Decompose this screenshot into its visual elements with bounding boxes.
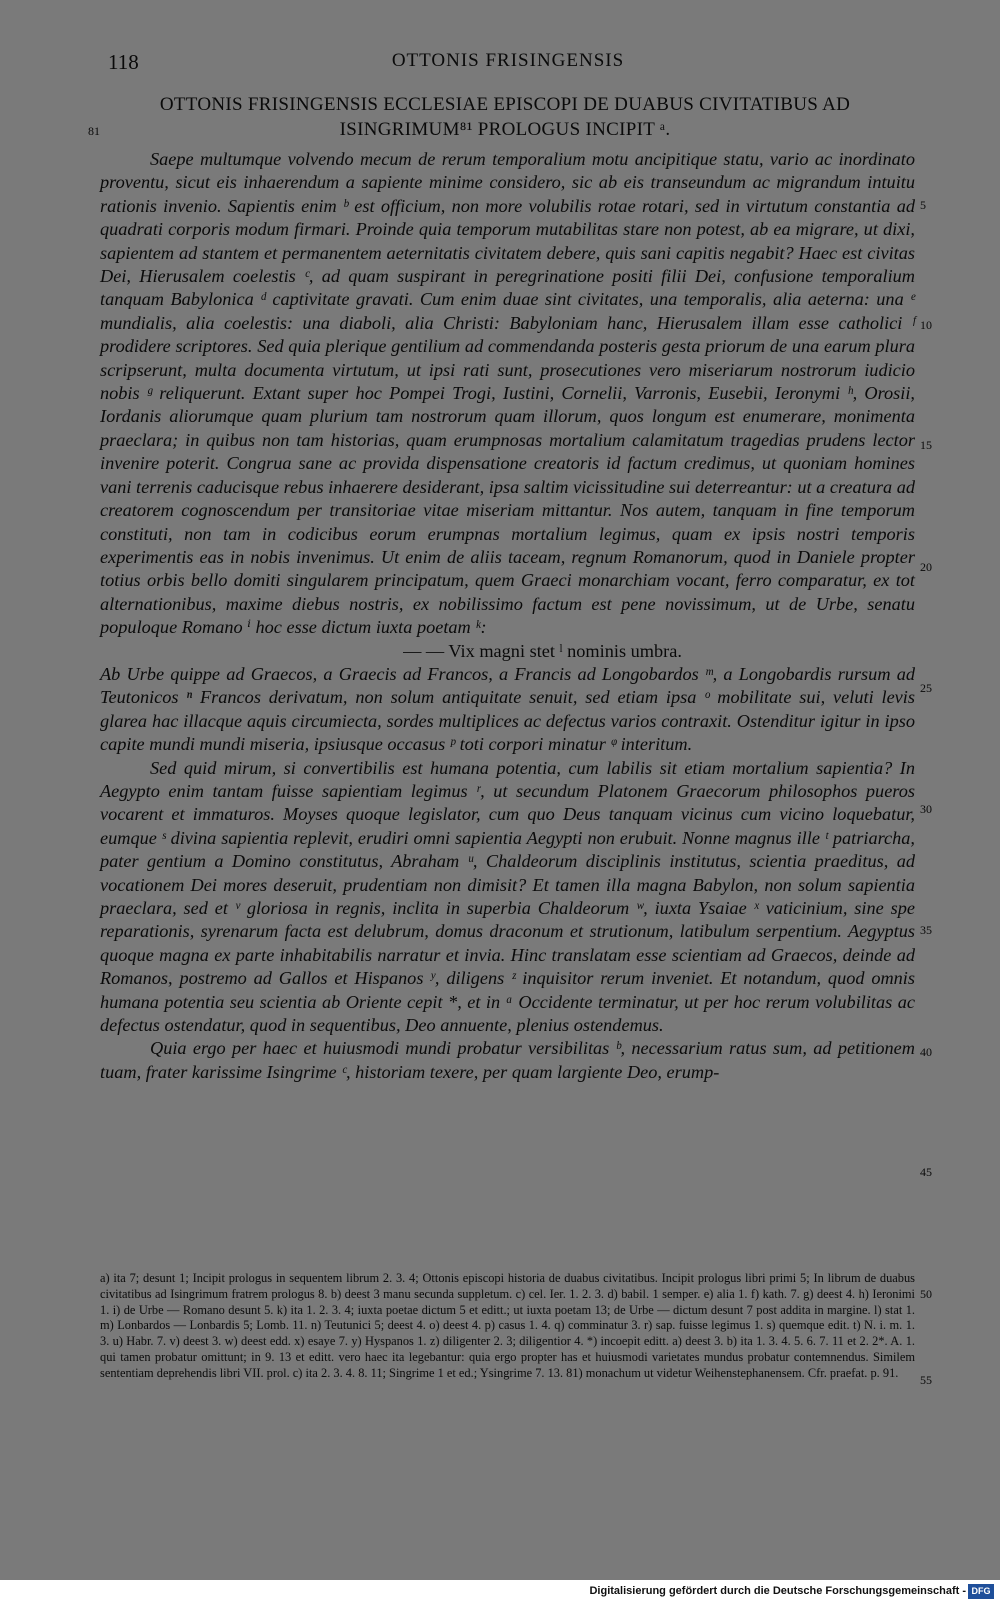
line-number-margin — [920, 0, 960, 1400]
prologue-text — [100, 148, 915, 1084]
line-number: 15 — [920, 438, 932, 452]
section-title — [100, 92, 910, 142]
running-head: OTTONIS FRISINGENSIS — [391, 50, 625, 71]
line-number: 10 — [920, 318, 932, 332]
line-number: 5 — [920, 198, 926, 212]
paragraph: Ab Urbe quippe ad Graecos, a Graecis ad Francos, a Francis ad Longobardos ᵐ, a Longobardis rursum ad Teutonicos ⁿ Francos derivatum, non solum antiquitate senuit, sed etiam ipsa ᵒ mobilitate sui, veluti levis glarea hac illacque aquis circumiecta, sordes multiplices ac defectus varios contraxit. Ostenditur igitur in ipso capite mundi mundi miseria, ipsiusque occasus ᵖ toti corpori minatur ᵠ interitum. — [100, 663, 915, 755]
verse-quote: — — Vix magni stet ˡ nominis umbra. — [403, 640, 682, 661]
digitization-footer — [0, 1580, 1000, 1604]
line-number: 25 — [920, 681, 932, 695]
line-number: 40 — [920, 1045, 932, 1059]
critical-apparatus: a) ita 7; desunt 1; Incipit prologus in sequentem librum 2. 3. 4; Ottonis episcopi historia de duabus civitatibus. Incipit prologus libri primi 5; In librum de duabus civitatibus ad Isingrimum fratrem prologus 8. b) deest 3 manu secunda suppletum. c) cel. Ier. 1. 2. 3. d) babil. 1 semper. e) alia 1. f) kath. 7. g) deest 4. h) Ieronimi 1. i) de Urbe — Romano desunt 5. k) ita 1. 2. 3. 4; iuxta poetae dictum 5 et editt.; ut iuxta poetam 13; de Urbe — dictum desunt 7 post addita in margine. l) stat 1. m) Lonbardos — Lonbardis 5; Lomb. 11. n) Teutunici 5; deest 4. o) deest 4. p) casus 1. 4. q) comminatur 3. r) sap. fuisse legimus 1. s) quemque edit. t) N. i. m. 1. 3. u) Habr. 7. v) deest 3. w) deest edd. x) esaye 7. y) Hyspanos 1. z) diligenter 2. 3; diligentior 4. *) incoepit editt. a) deest 3. b) ita 1. 3. 4. 5. 6. 7. 11 et 2. 2*. A. 1. qui tamen probatur omittunt; in 9. 13 et editt. vero haec ita legebantur: quia ergo propter has et huiusmodi varietates mundus probatur contemnendus. Similem sententiam deprehendis libri VII. prol. c) ita 2. 3. 4. 8. 11; Singrime 1 et ed.; Ysingrime 7. 13. 81) monachum ut videtur Weihenstephanensem. Cfr. praefat. p. 91. — [100, 1271, 915, 1380]
line-number: 20 — [920, 560, 932, 574]
dfg-logo[interactable]: DFG — [968, 1584, 994, 1599]
page-number: 118 — [108, 50, 139, 74]
title-line-2: ISINGRIMUM⁸¹ PROLOGUS INCIPIT ᵃ. — [339, 119, 671, 140]
paragraph: Quia ergo per haec et huiusmodi mundi probatur versibilitas ᵇ, necessarium ratus sum, ad petitionem tuam, frater karissime Isingrime ᶜ, historiam texere, per quam largiente Deo, erump- — [100, 1038, 915, 1082]
title-line-1: OTTONIS FRISINGENSIS ECCLESIAE EPISCOPI DE DUABUS CIVITATIBUS AD — [159, 94, 851, 115]
line-number: 50 — [920, 1287, 932, 1301]
paragraph: Sed quid mirum, si convertibilis est humana potentia, cum labilis sit etiam mortalium sapientia? In Aegypto enim tantam fuisse sapientiam legimus ʳ, ut secundum Platonem Graecorum philosophos pueros vocarent et immaturos. Moyses quoque legislator, cum quo Deus tanquam vicinus cum vicino loquebatur, eumque ˢ divina sapientia replevit, erudiri omni sapientia Aegypti non erubuit. Nonne magnus ille ᵗ patriarcha, pater gentium a Domino constitutus, Abraham ᵘ, Chaldeorum disciplinis institutus, scientia praeditus, ad vocationem Dei mores deseruit, prudentiam non dimisit? Et tamen illa magna Babylon, non solum sapientia praeclara, sed et ᵛ gloriosa in regnis, inclita in superbia Chaldeorum ʷ, iuxta Ysaiae ˣ vaticinium, sine spe reparationis, syrenarum facta est delubrum, domus draconum et strutionum, latibulum serpentium. Aegyptus quoque magna ex parte inhabitabilis narratur et invia. Hinc translatam esse scientiam ad Graecos, deinde ad Romanos, postremo ad Gallos et Hispanos ʸ, diligens ᶻ inquisitor rerum inveniet. Et notandum, quod omnis humana potentia seu scientia ab Oriente cepit *, et in ᵃ Occidente terminatur, ut per hoc rerum volubilitas ac defectus ostendatur, quod in sequentibus, Deo annuente, plenius ostendemus. — [100, 757, 915, 1036]
page-header — [108, 50, 908, 78]
line-number: 45 — [920, 1165, 932, 1179]
margin-reference: 81 — [88, 124, 100, 138]
line-number: 55 — [920, 1373, 932, 1387]
line-number: 30 — [920, 802, 932, 816]
line-number: 35 — [920, 923, 932, 937]
paragraph: Saepe multumque volvendo mecum de rerum temporalium motu ancipitique statu, vario ac inordinato proventu, sicut eis inhaerendum a sapiente minime considero, sic ab eis transeundum ac migrandum intuitu rationis invenio. Sapientis enim ᵇ est officium, non more volubilis rotae rotari, sed in virtutum constantia ad quadrati corporis modum firmari. Proinde quia temporum mutabilitas stare non potest, ab ea migrare, ut dixi, sapientem ad stantem et permanentem aeternitatis civitatem debere, quis sani capitis negabit? Haec est civitas Dei, Hierusalem coelestis ᶜ, ad quam suspirant in peregrinatione positi filii Dei, confusione temporalium tanquam Babylonica ᵈ captivitate gravati. Cum enim duae sint civitates, una temporalis, alia aeterna: una ᵉ mundialis, alia coelestis: una diaboli, alia Christi: Babyloniam hanc, Hierusalem illam esse catholici ᶠ prodidere scriptores. Sed quia plerique gentilium ad commendanda posteris gesta priorum de una earum plura scripserunt, multa documenta virtutum, ut ipsi rati sunt, prosecutiones vero miseriarum nostrorum iudicio nobis ᵍ reliquerunt. Extant super hoc Pompei Trogi, Iustini, Cornelii, Varronis, Eusebii, Ieronymi ʰ, Orosii, Iordanis aliorumque quam plurium tam nostrorum quam illorum, quos longum est enumerare, monimenta praeclara; in quibus non tam historias, quam erumpnosas mortalium calamitatum tragedias prudens lector invenire poterit. Congrua sane ac provida dispensatione creatoris id factum credimus, ut quoniam homines vani terrenis caducisque rebus inhaerere desiderant, ipsa saltim vicissitudine sui deterreantur: ut a creatura ad creatorem cognoscendum per transitoriae vitae miseriam mittantur. Nos autem, tanquam in fine temporum constituti, non tam in codicibus eorum erumpnas mortalium legimus, quam ex ipsis nostri temporis experimentis eas in nobis invenimus. Ut enim de aliis taceam, regnum Romanorum, quod in Daniele propter totius orbis bello domiti singularem principatum, quem Graeci monarchiam vocant, ferro comparatur, ex tot alternationibus, maxime diebus nostris, ex nobilissimo factum est pene novissimum, ut de Urbe, senatu populoque Romano ⁱ hoc esse dictum iuxta poetam ᵏ: — [100, 149, 915, 638]
footer-text: Digitalisierung gefördert durch die Deutsche Forschungsgemeinschaft - — [589, 1585, 966, 1597]
